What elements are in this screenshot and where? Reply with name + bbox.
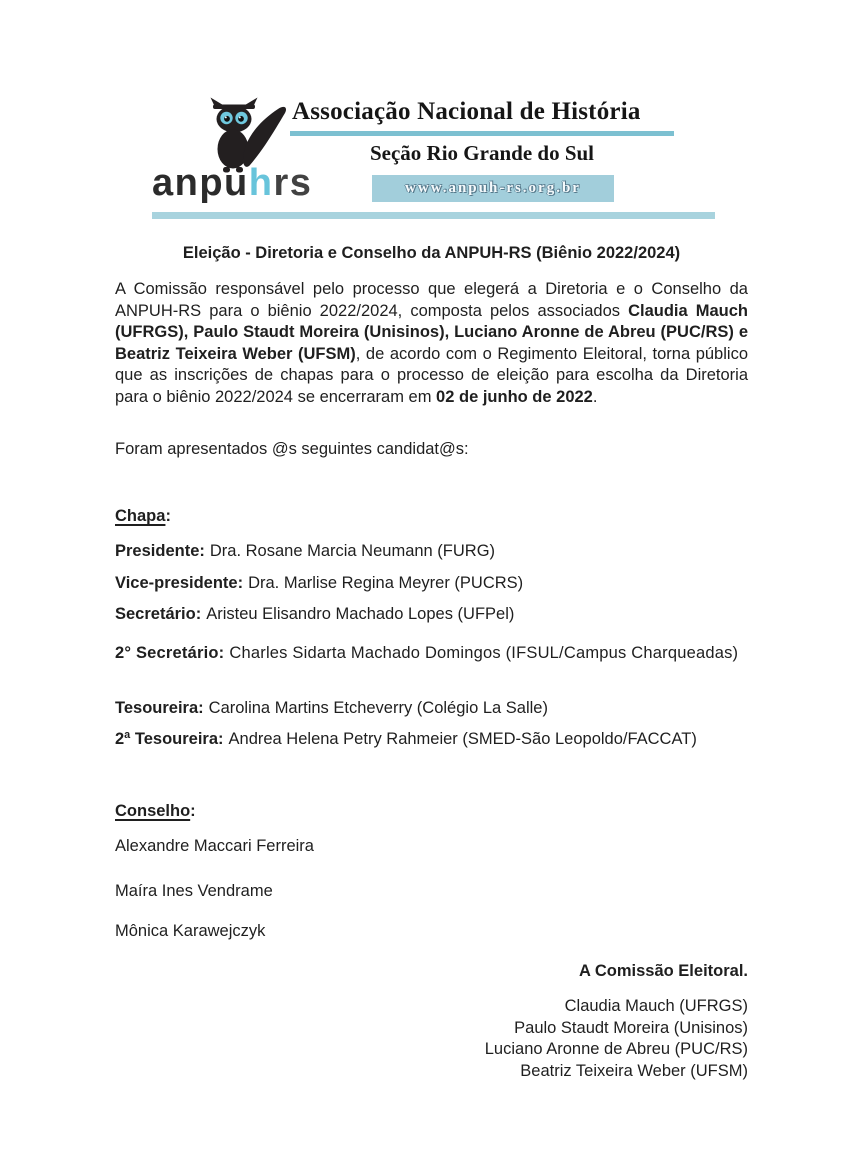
signature-name: Beatriz Teixeira Weber (UFSM) (520, 1061, 748, 1080)
intro-seg-2-commission-names: Claudia Mauch (UFRGS), Paulo Staudt Moreira (Unisinos), Luciano Aronne de Abreu (PUC/RS) e Beatriz Teixeira Weber (UFSM) (115, 301, 748, 363)
logo-rs: rs (273, 162, 313, 204)
chapa-heading: Chapa: (115, 507, 171, 525)
conselho-member: Mônica Karawejczyk (115, 922, 266, 940)
signature-name: Luciano Aronne de Abreu (PUC/RS) (484, 1040, 748, 1059)
org-name-underline (290, 131, 674, 136)
position-secretario: Secretário: Aristeu Elisandro Machado Lopes (UFPel) (115, 605, 515, 623)
candidates-intro-line: Foram apresentados @s seguintes candidat@s: (115, 440, 469, 458)
position-tesoureira: Tesoureira: Carolina Martins Etcheverry (Colégio La Salle) (115, 699, 548, 717)
closing-line: A Comissão Eleitoral. (578, 962, 748, 980)
logo-anpu: anpu (152, 162, 249, 204)
position-segunda-tesoureira: 2ª Tesoureira: Andrea Helena Petry Rahmeier (SMED-São Leopoldo/FACCAT) (115, 730, 697, 748)
org-name: Associação Nacional de História (292, 98, 641, 125)
position-name: Andrea Helena Petry Rahmeier (SMED-São Leopoldo/FACCAT) (228, 730, 697, 748)
website-bar (372, 175, 614, 202)
position-name: Dra. Rosane Marcia Neumann (FURG) (209, 542, 496, 560)
position-presidente: Presidente: Dra. Rosane Marcia Neumann (FURG) (115, 542, 496, 560)
intro-seg-5: . (592, 387, 598, 406)
intro-seg-4-deadline-date: 02 de junho de 2022 (436, 387, 593, 406)
header-rule (152, 212, 715, 219)
document-title: Eleição - Diretoria e Conselho da ANPUH-RS (Biênio 2022/2024) (182, 244, 681, 262)
section-name: Seção Rio Grande do Sul (369, 141, 595, 165)
signature-name: Paulo Staudt Moreira (Unisinos) (514, 1018, 748, 1037)
intro-seg-1: A Comissão responsável pelo processo que elegerá a Diretoria e o Conselho da ANPUH-RS para o biênio 2022/2024, composta pelos associados (115, 280, 748, 320)
position-name: Charles Sidarta Machado Domingos (IFSUL/Campus Charqueadas) (229, 644, 739, 662)
website-link[interactable]: www.anpuh-rs.org.br (405, 180, 581, 196)
logo-wordmark (152, 164, 312, 202)
intro-seg-3: , de acordo com o Regimento Eleitoral, torna público que as inscrições de chapas para o processo de eleição para escolha da Diretoria para o biênio 2022/2024 se encerraram em (115, 344, 748, 406)
conselho-member: Alexandre Maccari Ferreira (115, 837, 314, 855)
position-name: Dra. Marlise Regina Meyrer (PUCRS) (248, 574, 524, 592)
position-vice-presidente: Vice-presidente: Dra. Marlise Regina Meyrer (PUCRS) (115, 574, 524, 592)
logo-h: h (248, 162, 274, 204)
position-segundo-secretario: 2° Secretário: Charles Sidarta Machado Domingos (IFSUL/Campus Charqueadas) (115, 644, 739, 662)
conselho-member: Maíra Ines Vendrame (115, 882, 273, 900)
conselho-heading: Conselho: (115, 802, 196, 820)
position-name: Aristeu Elisandro Machado Lopes (UFPel) (206, 605, 515, 623)
intro-paragraph (115, 279, 748, 409)
signature-block (115, 996, 748, 1082)
signature-name: Claudia Mauch (UFRGS) (564, 997, 748, 1015)
position-name: Carolina Martins Etcheverry (Colégio La Salle) (208, 699, 548, 717)
